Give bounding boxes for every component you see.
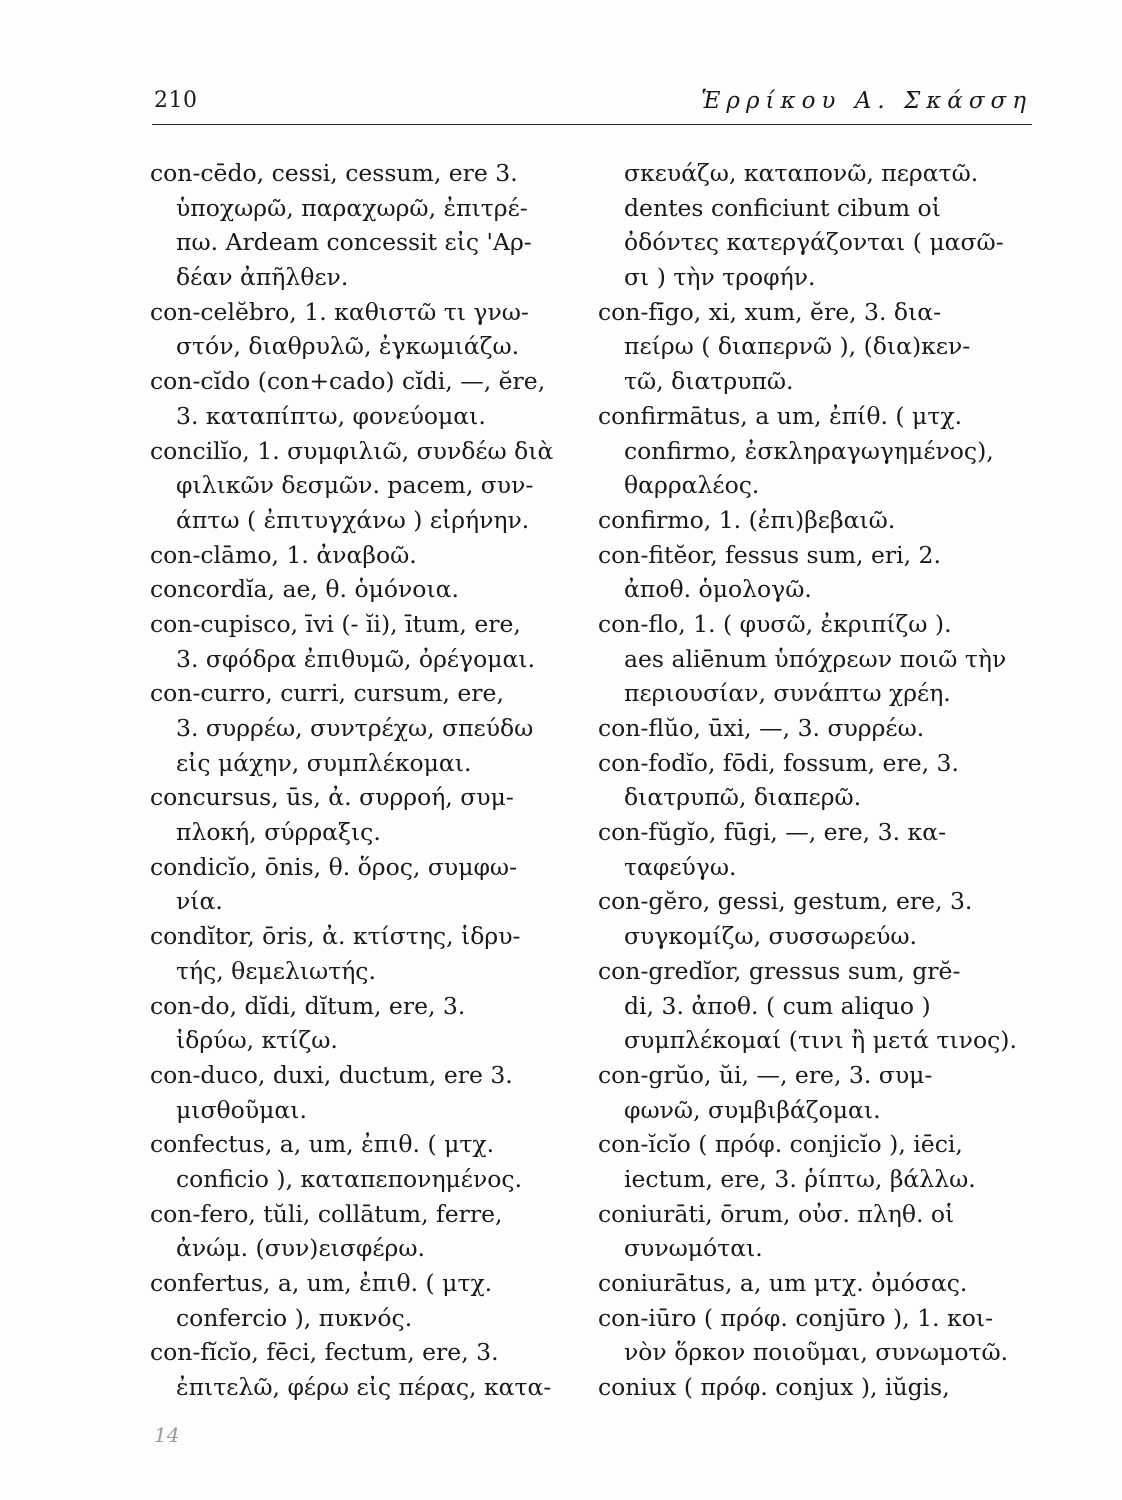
entry-continuation-line: συνωμόται. (624, 1234, 763, 1263)
entry-continuation-line: ὑποχωρῶ, παραχωρῶ, ἐπιτρέ- (176, 193, 528, 222)
entry-headword-line: coniurāti, ōrum, οὐσ. πληθ. οἱ (598, 1199, 955, 1228)
entry-headword-line: con-gĕro, gessi, gestum, ere, 3. (598, 887, 973, 916)
right-column (598, 156, 1034, 1405)
entry-continuation-line: συμπλέκομαί (τινι ἢ μετά τινος). (624, 1026, 1017, 1055)
entry-continuation-line: σι ) τὴν τροφήν. (624, 263, 816, 292)
entry-continuation-line: περιουσίαν, συνάπτω χρέη. (624, 679, 951, 708)
entry-headword-line: con-fodĭo, fōdi, fossum, ere, 3. (598, 748, 959, 777)
entry-continuation-line: σκευάζω, καταπονῶ, περατῶ. (624, 159, 979, 187)
entry-continuation-line: conficio ), καταπεπονημένος. (176, 1164, 523, 1193)
entry-headword-line: con-curro, curri, cursum, ere, (150, 679, 504, 708)
entry-continuation-line: τής, θεμελιωτής. (176, 956, 376, 985)
entry-continuation-line: διατρυπῶ, διαπερῶ. (624, 783, 862, 812)
entry-continuation-line: στόν, διαθρυλῶ, ἐγκωμιάζω. (176, 332, 520, 361)
entry-headword-line: con-flo, 1. ( φυσῶ, ἐκριπίζω ). (598, 609, 952, 638)
entry-continuation-line: ἱδρύω, κτίζω. (176, 1026, 338, 1055)
entry-headword-line: con-fīgo, xi, xum, ĕre, 3. δια- (598, 297, 942, 326)
entry-continuation-line: ἀνώμ. (συν)εισφέρω. (176, 1234, 425, 1263)
entry-headword-line: con-fŭgĭo, fūgi, —, ere, 3. κα- (598, 818, 947, 847)
entry-headword-line: concilĭo, 1. συμφιλιῶ, συνδέω διὰ (150, 436, 554, 465)
entry-headword-line: con-gredĭor, gressus sum, grĕ- (598, 956, 961, 985)
entry-continuation-line: 3. καταπίπτω, φονεύομαι. (176, 401, 486, 430)
page-header (152, 84, 1032, 125)
entry-continuation-line: dentes conficiunt cibum οἱ (624, 193, 941, 222)
entry-headword-line: condĭtor, ōris, ἀ. κτίστης, ἱδρυ- (150, 922, 521, 951)
entry-continuation-line: μισθοῦμαι. (176, 1095, 307, 1124)
footer-mark: 14 (154, 1423, 180, 1447)
entry-continuation-line: εἰς μάχην, συμπλέκομαι. (176, 748, 472, 777)
entry-headword-line: condicĭo, ōnis, θ. ὅρος, συμφω- (150, 852, 518, 881)
entry-continuation-line: confercio ), πυκνός. (176, 1303, 413, 1332)
entry-headword-line: confirmo, 1. (ἐπι)βεβαιῶ. (598, 505, 896, 534)
entry-continuation-line: πω. Ardeam concessit εἰς 'Αρ- (176, 228, 532, 257)
entry-headword-line: con-flŭo, ūxi, —, 3. συρρέω. (598, 714, 925, 742)
entry-continuation-line: τῶ, διατρυπῶ. (624, 367, 794, 396)
entry-headword-line: coniux ( πρόφ. conjux ), iŭgis, (598, 1373, 950, 1402)
entry-continuation-line: δέαν ἀπῆλθεν. (176, 263, 349, 292)
entry-continuation-line: 3. σφόδρα ἐπιθυμῶ, ὀρέγομαι. (176, 644, 536, 673)
entry-continuation-line: iectum, ere, 3. ῥίπτω, βάλλω. (624, 1164, 976, 1193)
entry-headword-line: con-clāmo, 1. ἀναβοῶ. (150, 540, 417, 569)
entry-continuation-line: 3. συρρέω, συντρέχω, σπεύδω (176, 714, 534, 742)
entry-headword-line: con-fero, tŭli, collātum, ferre, (150, 1199, 503, 1228)
entry-continuation-line: συγκομίζω, συσσωρεύω. (624, 922, 918, 951)
entry-continuation-line: άπτω ( ἐπιτυγχάνω ) εἰρήνην. (176, 505, 530, 534)
entry-continuation-line: θαρραλέος. (624, 471, 760, 500)
entry-continuation-line: πλοκή, σύρραξις. (176, 818, 381, 847)
entry-headword-line: concursus, ūs, ἀ. συρροή, συμ- (150, 783, 514, 812)
entry-continuation-line: aes aliēnum ὑπόχρεων ποιῶ τὴν (624, 644, 1007, 673)
entry-continuation-line: confirmo, ἐσκληραγωγημένος), (624, 436, 994, 465)
entry-headword-line: con-fĭcĭo, fēci, fectum, ere, 3. (150, 1338, 499, 1367)
entry-headword-line: con-do, dĭdi, dĭtum, ere, 3. (150, 991, 466, 1020)
entry-headword-line: con-fitĕor, fessus sum, eri, 2. (598, 540, 941, 569)
page-number: 210 (154, 88, 198, 113)
entry-headword-line: con-cĭdo (con+cado) cĭdi, —, ĕre, (150, 367, 546, 396)
entry-continuation-line: πείρω ( διαπερνῶ ), (δια)κεν- (624, 332, 971, 361)
entry-continuation-line: φιλικῶν δεσμῶν. pacem, συν- (176, 471, 534, 500)
entry-headword-line: coniurātus, a, um μτχ. ὀμόσας. (598, 1269, 968, 1297)
entry-headword-line: con-iūro ( πρόφ. conjūro ), 1. κοι- (598, 1303, 994, 1332)
entry-continuation-line: φωνῶ, συμβιβάζομαι. (624, 1095, 881, 1124)
entry-continuation-line: ὀδόντες κατεργάζονται ( μασῶ- (624, 228, 1004, 257)
entry-headword-line: con-grŭo, ŭi, —, ere, 3. συμ- (598, 1060, 933, 1089)
entry-headword-line: confectus, a, um, ἐπιθ. ( μτχ. (150, 1130, 495, 1159)
left-column (150, 156, 560, 1405)
entry-continuation-line: ἐπιτελῶ, φέρω εἰς πέρας, κατα- (176, 1373, 552, 1402)
entry-headword-line: confertus, a, um, ἐπιθ. ( μτχ. (150, 1269, 493, 1297)
entry-headword-line: con-celĕbro, 1. καθιστῶ τι γνω- (150, 297, 529, 326)
entry-headword-line: confirmātus, a um, ἐπίθ. ( μτχ. (598, 401, 963, 430)
entry-continuation-line: ταφεύγω. (624, 852, 737, 881)
entry-headword-line: con-duco, duxi, ductum, ere 3. (150, 1060, 513, 1089)
entry-headword-line: concordĭa, ae, θ. ὁμόνοια. (150, 575, 459, 604)
entry-continuation-line: νὸν ὅρκον ποιοῦμαι, συνωμοτῶ. (624, 1338, 1009, 1367)
entry-headword-line: con-cupisco, īvi (- ĭi), ītum, ere, (150, 609, 521, 638)
entry-continuation-line: ἀποθ. ὁμολογῶ. (624, 575, 812, 604)
entry-continuation-line: di, 3. ἀποθ. ( cum aliquo ) (624, 991, 931, 1020)
entry-headword-line: con-cēdo, cessi, cessum, ere 3. (150, 159, 518, 187)
entry-headword-line: con-ĭcĭo ( πρόφ. conjicĭo ), iēci, (598, 1130, 963, 1159)
entry-continuation-line: νία. (176, 887, 223, 916)
running-title: Ἑρρίκου Α. Σκάσση (701, 88, 1032, 114)
